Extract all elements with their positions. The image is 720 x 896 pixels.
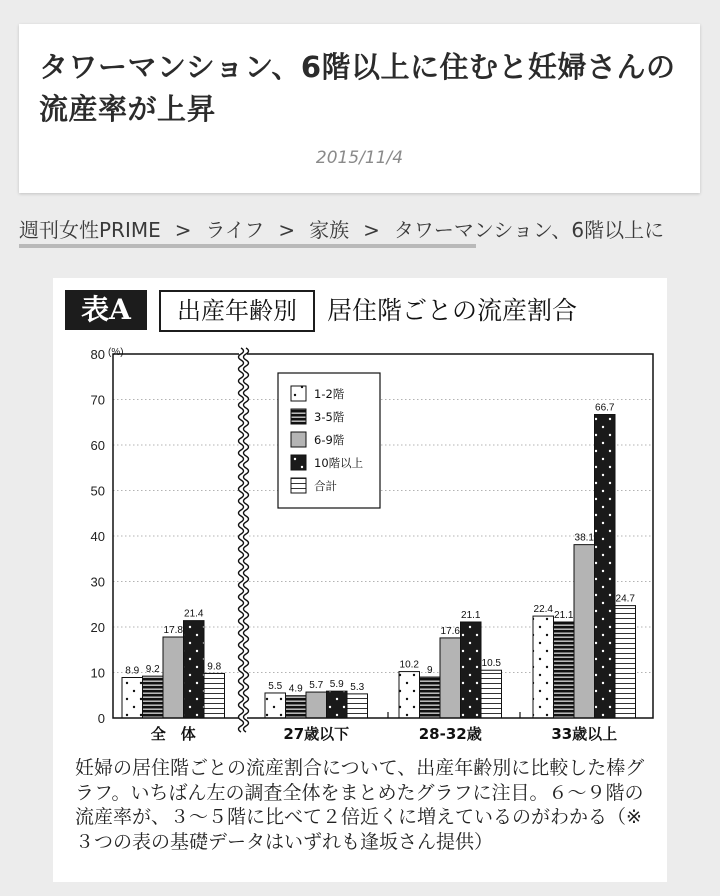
breadcrumb	[19, 214, 701, 248]
breadcrumb-separator: >	[278, 218, 296, 242]
bar-value-label: 17.8	[163, 625, 183, 637]
figure-caption: 妊婦の居住階ごとの流産割合について、出産年齢別に比較した棒グラフ。いちばん左の調査全体をまとめたグラフに注目。６〜９階の流産率が、３〜５階に比べて２倍近くに増えているのがわかる（※３つの表の基礎データはいずれも逢坂さん提供）	[75, 757, 645, 853]
breadcrumb-separator: >	[363, 218, 380, 242]
bar	[347, 694, 368, 718]
bar	[204, 673, 225, 718]
bar-value-label: 17.6	[440, 625, 460, 637]
figure-subtitle: 出産年齢別	[159, 290, 315, 332]
x-category-label: 全 体	[150, 725, 196, 743]
bar-value-label: 10.5	[481, 658, 501, 670]
y-tick-label: 50	[90, 483, 105, 499]
breadcrumb-underline	[19, 244, 476, 248]
bar	[327, 691, 348, 718]
bar	[595, 415, 616, 718]
legend-label: 1-2階	[314, 387, 345, 401]
bar-value-label: 5.5	[268, 680, 283, 692]
breadcrumb-item-life[interactable]: ライフ	[205, 218, 265, 242]
figure-title: 居住階ごとの流産割合	[327, 296, 578, 325]
bar	[574, 545, 595, 718]
bar-value-label: 21.1	[461, 609, 481, 621]
bar	[163, 637, 184, 718]
bar	[481, 670, 502, 718]
bar-value-label: 4.9	[288, 683, 303, 695]
bar	[122, 678, 143, 718]
article-date: 2015/11/4	[315, 148, 404, 168]
legend-swatch	[291, 409, 306, 424]
bar	[420, 677, 441, 718]
y-axis-unit: (%)	[108, 347, 124, 358]
bar	[461, 622, 482, 718]
y-tick-label: 80	[90, 347, 105, 362]
bar-value-label: 22.4	[533, 604, 553, 616]
legend-label: 合計	[314, 479, 337, 493]
bar	[533, 616, 554, 718]
bar-value-label: 21.1	[554, 609, 574, 621]
bar	[306, 692, 327, 718]
x-category-label: 33歳以上	[551, 725, 618, 743]
legend-label: 6-9階	[314, 433, 345, 447]
legend-label: 3-5階	[314, 410, 345, 424]
breadcrumb-item-family[interactable]: 家族	[309, 218, 350, 242]
bar-value-label: 24.7	[615, 593, 635, 605]
article-header-card	[19, 24, 700, 193]
breadcrumb-item-current: タワーマンション、6階以上に	[393, 218, 665, 242]
bar-value-label: 21.4	[184, 608, 204, 620]
bar	[143, 676, 164, 718]
bar-value-label: 9	[426, 665, 433, 677]
bar-value-label: 8.9	[125, 665, 140, 677]
bar-value-label: 10.2	[399, 659, 419, 671]
y-tick-label: 20	[90, 620, 105, 635]
chart-figure	[53, 278, 667, 882]
bar-value-label: 9.2	[145, 664, 160, 676]
article-title: タワーマンション、6階以上に住むと妊婦さんの流産率が上昇	[39, 50, 676, 126]
x-category-label: 28-32歳	[418, 725, 482, 743]
bar	[440, 638, 461, 718]
y-tick-label: 70	[90, 392, 105, 408]
y-tick-label: 10	[90, 665, 105, 681]
y-tick-label: 40	[90, 529, 105, 544]
legend-swatch	[291, 455, 306, 470]
legend-label: 10階以上	[314, 456, 364, 470]
bar-value-label: 5.7	[309, 680, 324, 692]
breadcrumb-separator: >	[174, 218, 192, 242]
bar-chart	[53, 278, 667, 758]
legend-swatch	[291, 478, 306, 493]
y-tick-label: 30	[90, 574, 105, 590]
bar	[554, 622, 575, 718]
breadcrumb-item-site[interactable]: 週刊女性PRIME	[19, 218, 161, 242]
y-tick-label: 60	[90, 438, 105, 453]
bar	[399, 672, 420, 718]
bar-value-label: 5.9	[329, 679, 344, 691]
bar	[615, 606, 636, 718]
bar-value-label: 9.8	[207, 661, 222, 673]
bar-value-label: 66.7	[595, 402, 615, 414]
y-tick-label: 0	[97, 711, 105, 726]
legend-swatch	[291, 386, 306, 401]
bar	[184, 621, 205, 718]
figure-tag: 表A	[65, 290, 147, 330]
bar	[286, 696, 307, 718]
bar-value-label: 38.1	[574, 532, 594, 544]
bar	[265, 693, 286, 718]
x-category-label: 27歳以下	[283, 725, 350, 743]
bar-value-label: 5.3	[350, 681, 365, 693]
legend-swatch	[291, 432, 306, 447]
